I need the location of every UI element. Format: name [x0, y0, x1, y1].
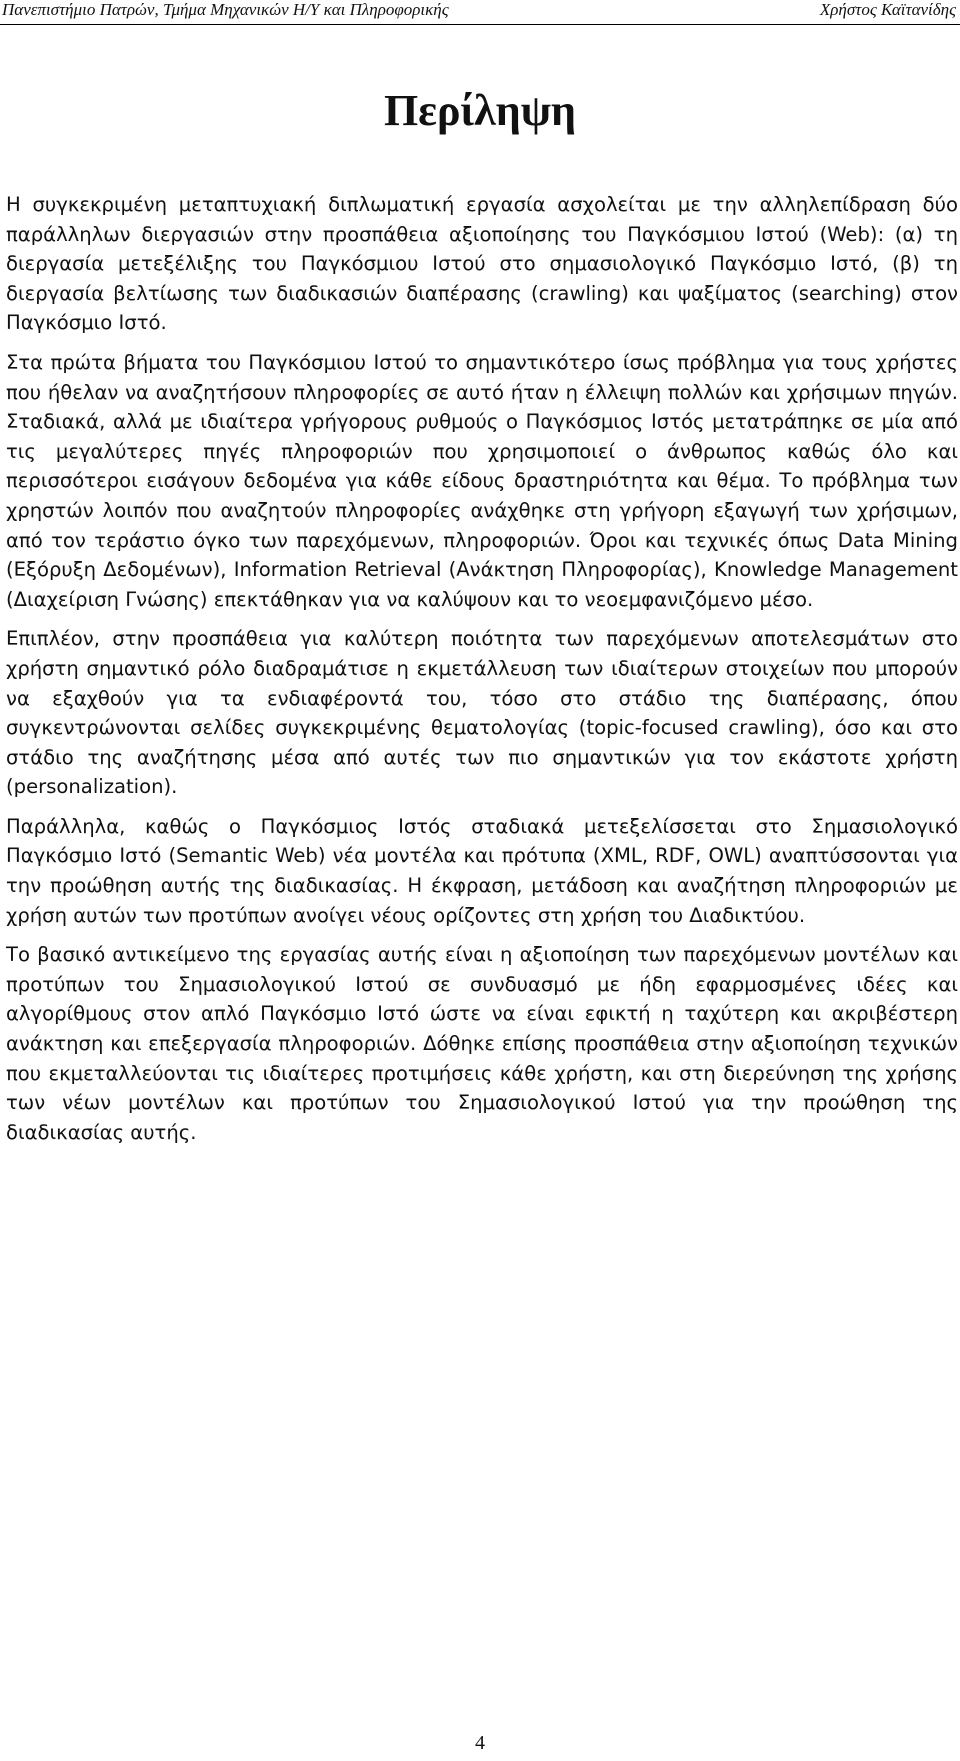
- header-institution: Πανεπιστήμιο Πατρών, Τμήμα Μηχανικών Η/Υ και Πληροφορικής: [2, 0, 449, 19]
- page-title: Περίληψη: [383, 86, 577, 135]
- paragraph: Η συγκεκριμένη μεταπτυχιακή διπλωματική εργασία ασχολείται με την αλληλεπίδραση δύο παράλληλων διεργασιών στην προσπάθεια αξιοποίησης του Παγκόσμιου Ιστού (Web): (α) τη διεργασία μετεξέλιξης του Παγκόσμιου Ιστού στο σημασιολογικό Παγκόσμιο Ιστό, (β) τη διεργασία βελτίωσης των διαδικασιών διαπέρασης (crawling) και ψαξίματος (searching) στον Παγκόσμιο Ιστό.: [6, 193, 958, 335]
- header-author: Χρήστος Καϊτανίδης: [819, 0, 956, 19]
- paragraph: Επιπλέον, στην προσπάθεια για καλύτερη ποιότητα των παρεχόμενων αποτελεσμάτων στο χρήστη σημαντικό ρόλο διαδραμάτισε η εκμετάλλευση των ιδιαίτερων στοιχείων που μπορούν να εξαχθούν για τα ενδιαφέροντά του, τόσο στο στάδιο της διαπέρασης, όπου συγκεντρώνονται σελίδες συγκεκριμένης θεματολογίας (topic-focused crawling), όσο και στο στάδιο της αναζήτησης μέσα από αυτές των πιο σημαντικών για τον εκάστοτε χρήστη (personalization).: [6, 627, 958, 799]
- paragraph: Παράλληλα, καθώς ο Παγκόσμιος Ιστός σταδιακά μετεξελίσσεται στο Σημασιολογικό Παγκόσμιο Ιστό (Semantic Web) νέα μοντέλα και πρότυπα (XML, RDF, OWL) αναπτύσσονται για την προώθηση αυτής της διαδικασίας. Η έκφραση, μετάδοση και αναζήτηση πληροφοριών με χρήση αυτών των προτύπων ανοίγει νέους ορίζοντες στη χρήση του Διαδικτύου.: [6, 814, 958, 927]
- page-header: [0, 0, 960, 25]
- paragraph: Το βασικό αντικείμενο της εργασίας αυτής είναι η αξιοποίηση των παρεχόμενων μοντέλων και προτύπων του Σημασιολογικού Ιστού σε συνδυασμό με ήδη εφαρμοσμένες ιδέες και αλγορίθμους στον απλό Παγκόσμιο Ιστό ώστε να είναι εφικτή η ταχύτερη και ακριβέστερη ανάκτηση και επεξεργασία πληροφοριών. Δόθηκε επίσης προσπάθεια στην αξιοποίηση τεχνικών που εκμεταλλεύονται τις ιδιαίτερες προτιμήσεις κάθε χρήστη, και στη διερεύνηση της χρήσης των νέων μοντέλων και προτύπων του Σημασιολογικού Ιστού για την προώθηση της διαδικασίας αυτής.: [6, 943, 958, 1144]
- page-number: 4: [475, 1732, 485, 1754]
- abstract-body: [6, 190, 958, 1157]
- paragraph: Στα πρώτα βήματα του Παγκόσμιου Ιστού το σημαντικότερο ίσως πρόβλημα για τους χρήστες που ήθελαν να αναζητήσουν πληροφορίες σε αυτό ήταν η έλλειψη πολλών και χρήσιμων πηγών. Σταδιακά, αλλά με ιδιαίτερα γρήγορους ρυθμούς ο Παγκόσμιος Ιστός μετατράπηκε σε μία από τις μεγαλύτερες πηγές πληροφοριών που χρησιμοποιεί ο άνθρωπος καθώς όλο και περισσότεροι εισάγουν δεδομένα για κάθε είδους δραστηριότητα και θέμα. Το πρόβλημα των χρηστών λοιπόν που αναζητούν πληροφορίες ανάχθηκε στη γρήγορη εξαγωγή των χρήσιμων, από τον τεράστιο όγκο των παρεχόμενων, πληροφοριών. Όροι και τεχνικές όπως Data Mining (Εξόρυξη Δεδομένων), Information Retrieval (Ανάκτηση Πληροφορίας), Knowledge Management (Διαχείριση Γνώσης) επεκτάθηκαν για να καλύψουν και το νεοεμφανιζόμενο μέσο.: [6, 350, 958, 611]
